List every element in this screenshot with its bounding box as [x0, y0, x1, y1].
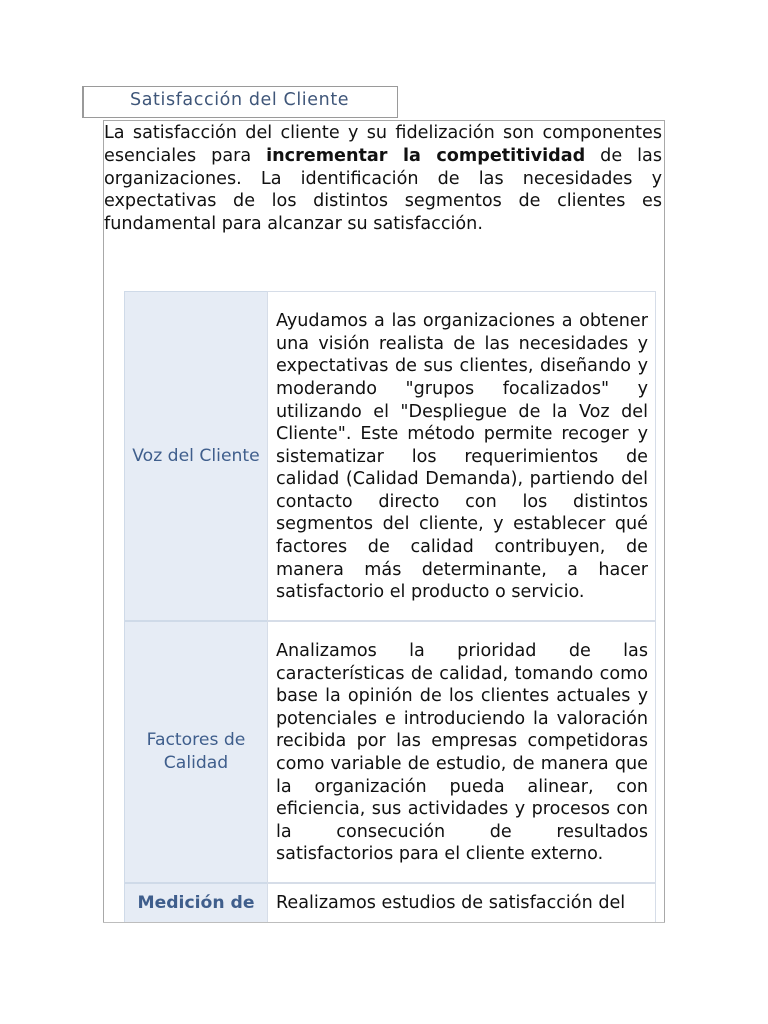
service-description-medicion: Realizamos estudios de satisfacción del	[267, 883, 656, 923]
service-row-voz-del-cliente	[124, 291, 656, 621]
intro-text-start: La satisfacción del cliente y su fidelización son componentes esenciales para	[104, 123, 662, 166]
service-description-voz-del-cliente: Ayudamos a las organizaciones a obtener una visión realista de las necesidades y expectativas de sus clientes, diseñando y moderando "grupos focalizados" y utilizando el "Despliegue de la Voz del Cliente". Este método permite recoger y sistematizar los requerimientos de calidad (Calidad Demanda), partiendo del contacto directo con los distintos segmentos del cliente, y establecer qué factores de calidad contribuyen, de manera más determinante, a hacer satisfactorio el producto o servicio.	[267, 291, 656, 621]
service-description-factores-de-calidad: Analizamos la prioridad de las características de calidad, tomando como base la opinión de los clientes actuales y potenciales e introduciendo la valoración recibida por las empresas competidoras como variable de estudio, de manera que la organización pueda alinear, con eficiencia, sus actividades y procesos con la consecución de resultados satisfactorios para el cliente externo.	[267, 621, 656, 883]
service-label-factores-de-calidad: Factores de Calidad	[124, 621, 267, 883]
service-row-factores-de-calidad	[124, 621, 656, 883]
intro-paragraph	[104, 122, 662, 236]
service-label-voz-del-cliente: Voz del Cliente	[124, 291, 267, 621]
section-title: Satisfacción del Cliente	[130, 90, 350, 110]
services-table	[124, 291, 656, 923]
service-row-medicion	[124, 883, 656, 923]
page-bottom-margin	[0, 922, 768, 1024]
intro-highlight: incrementar la competitividad	[266, 145, 586, 166]
content-bottom-edge	[103, 922, 665, 923]
service-label-medicion: Medición de	[124, 883, 267, 923]
section-title-tab	[82, 86, 398, 118]
intro-text-end: de las organizaciones. La identificación de las necesidades y expectativas de los distintos segmentos de clientes es fundamental para alcanzar su satisfacción.	[104, 145, 662, 235]
